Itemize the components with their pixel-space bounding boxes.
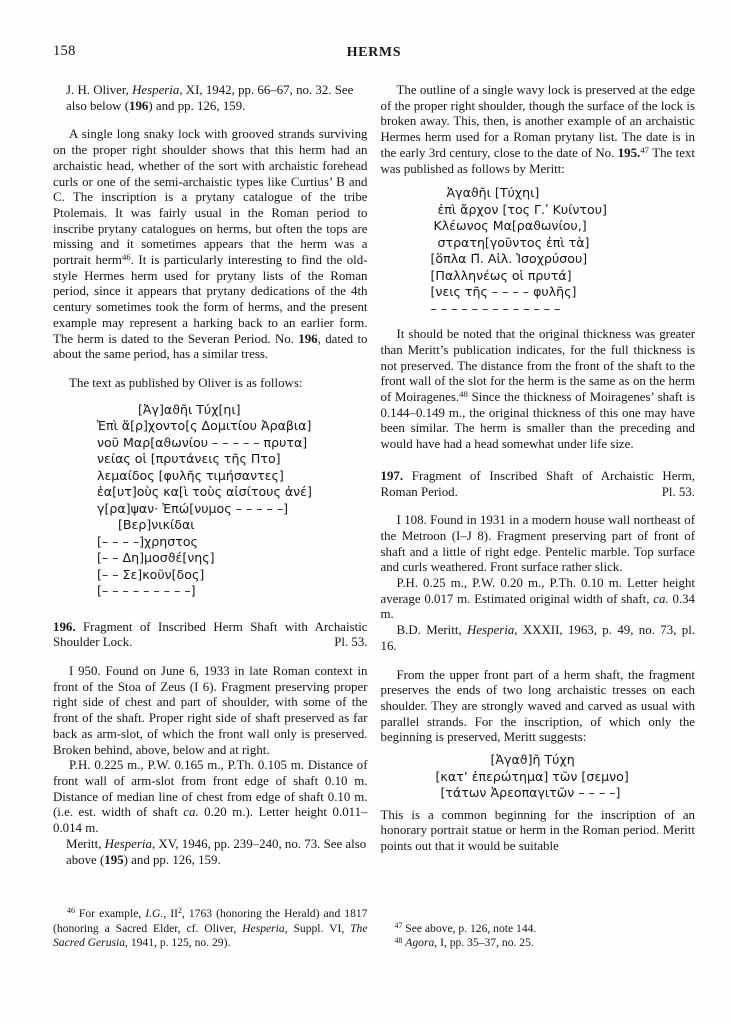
greek-line: [– – – – – – – – –] <box>97 583 196 599</box>
paragraph-wavy-lock: The outline of a single wavy lock is preserved at the edge of the proper right shoulder, though the surface of the lock is broken away. This, then, is another example of an archaistic Hermes herm used for a Roman prytany list. The date is in the early 3rd century, close to the date of No. 195.47 The text was published as follows by Meritt: <box>380 83 695 176</box>
greek-line: [Παλληνέως οἱ πρυτά] <box>430 267 572 283</box>
paragraph-i108-description: I 108. Found in 1931 in a modern house wall northeast of the Metroon (I–J 8). Fragment preserving part of front of shaft and a little of right edge. Pentelic marble. Top surface and curls weathered. Front surface rather slick. <box>380 513 695 575</box>
citation-meritt-196: Meritt, Hesperia, XV, 1946, pp. 239–240, no. 73. See also above (195) and pp. 126, 159. <box>66 836 367 867</box>
paragraph-common-beginning: This is a common beginning for the inscription of an honorary portrait statue or herm in the Roman period. Meritt points out that it would be suitable <box>380 807 695 853</box>
greek-line: Ἐπὶ ἄ[ρ]χοντο[ς Δομιτίου Ἀραβια] <box>97 418 312 434</box>
greek-inscription-meritt-196 <box>381 185 696 317</box>
footnote-48: $^{48}$ Agora, I, pp. 35–37, no. 25. <box>394 935 534 950</box>
greek-line: – – – – – – – – – – – – – <box>430 300 561 316</box>
citation-oliver: J. H. Oliver, Hesperia, XI, 1942, pp. 66–67, no. 32. See also below (196) and pp. 126, 159. <box>66 83 354 113</box>
two-column-body <box>53 83 695 951</box>
greek-line: [Ἀγαϑ]ῆ Τύχη <box>490 752 575 768</box>
footnote-47: $^{47}$ See above, p. 126, note 144. <box>394 921 537 935</box>
greek-line: [τάτων Ἀρεοπαγιτῶν – – – –] <box>440 785 621 801</box>
greek-line: [Ἀγ]αϑῆι Τύχ[ηι] <box>138 401 241 417</box>
paragraph-197-measurements: P.H. 0.25 m., P.W. 0.20 m., P.Th. 0.10 m. Letter height average 0.017 m. Estimated original width of shaft, ca. 0.34 m. <box>380 576 695 622</box>
entry-196-heading <box>53 620 368 651</box>
paragraph-upper-front: From the upper front part of a herm shaft, the fragment preserves the ends of two long archaistic tresses on each shoulder. They are strongly waved and carved as usual with parallel strands. For the inscription, of which only the beginning is preserved, Meritt suggests: <box>380 667 695 745</box>
entry-196-plate-ref: Pl. 53. <box>334 635 368 650</box>
greek-line: γ[ρα]ψαν· Ἐπώ[νυμος – – – – –] <box>97 500 289 516</box>
greek-line: [– – Δη]μοσϑέ[νης] <box>97 550 215 566</box>
running-header <box>53 44 695 62</box>
greek-line: στρατη[γοῦντος ἐπὶ τὰ] <box>437 234 590 250</box>
right-column <box>381 83 696 951</box>
greek-line: Κλέωνος Μα[ραϑωνίου,] <box>433 218 587 234</box>
left-footnotes <box>53 907 368 951</box>
greek-line: [– – – –]χρηστος <box>97 533 198 549</box>
entry-197-title: 197. Fragment of Inscribed Shaft of Archaistic Herm, Roman Period. <box>380 468 695 499</box>
entry-197-plate-ref: Pl. 53. <box>661 484 695 499</box>
footnote-46: $^{46}$ For example, I.G., $II^2$, 1763 (honoring the Herald) and 1817 (honoring a Sacred Elder, cf. Oliver, Hesperia, Suppl. VI, The Sacred Gerusia, 1941, p. 125, no. 29). <box>53 906 368 950</box>
running-title: HERMS <box>346 44 402 59</box>
paragraph-196-measurements: P.H. 0.225 m., P.W. 0.165 m., P.Th. 0.105 m. Distance of front wall of arm-slot from front edge of shaft 0.10 m. Distance of median line of chest from edge of shaft 0.10 m. (i.e. est. width of shaft ca. 0.20 m.). Letter height 0.011–0.014 m. <box>53 758 368 836</box>
entry-196-title: 196. Fragment of Inscribed Herm Shaft with Archaistic Shoulder Lock. <box>53 619 368 650</box>
greek-line: νείας οἱ [πρυτάνεις τῆς Πτο] <box>97 451 281 467</box>
paragraph-i950-description: I 950. Found on June 6, 1933 in late Roman context in front of the Stoa of Zeus (I 6). Fragment preserving proper right side of chest and part of shoulder, with some of the front of the shaft. Proper right side of shaft preserved as far back as arm-slot, of which the front wall only is preserved. Broken behind, above, below and at right. <box>53 664 368 757</box>
paragraph-thickness: It should be noted that the original thickness was greater than Meritt’s publication indicates, for the full thickness is not preserved. The distance from the front of the shaft to the front wall of the slot for the herm is the same as on the herm of Moiragenes.$^{48}$ Since the thickness of Moiragenes’ shaft is 0.144–0.149 m., the original thickness of this one may have been similar. The herm is smaller than the preceding and would have had a head somewhat under life size. <box>380 327 695 452</box>
greek-inscription-meritt-197 <box>381 752 696 802</box>
right-footnotes <box>381 922 696 951</box>
citation-meritt-197: B.D. Meritt, Hesperia, XXXII, 1963, p. 49, no. 73, pl. 16. <box>380 623 695 653</box>
greek-line: ἐπὶ ἄρχον [τος Γ.ʹ Κυίντου] <box>437 201 607 217</box>
greek-line: [ὅπλα Π̃. Αἰλ. Ἰσοχρύσου] <box>430 251 588 267</box>
greek-line: [Βερ]νικίδαι <box>118 517 195 533</box>
greek-line: [νεις τῆς – – – – φυλῆς] <box>430 284 577 300</box>
paragraph-snaky-lock: A single long snaky lock with grooved strands surviving on the proper right shoulder shows that this herm had an archaistic head, whether of the sort with archaistic forehead curls or one of the semi-archaistic types like Curtius’ B and C. The inscription is a prytany catalogue of the tribe Ptolemais. It was fairly usual in the Roman period to inscribe prytany catalogues on herms, but often the tops are missing and it sometimes appears that the herm was a portrait herm$^{46}$. It is particularly interesting to find the old-style Hermes herm used for prytany lists of the Roman period, since it appears that prytany dedications of the 4th century sometimes took the form of herms, and the present example may represent a harking back to an earlier form. The herm is dated to the Severan Period. No. 196, dated to about the same period, has a similar tress. <box>53 127 368 362</box>
page-number: 158 <box>53 43 76 59</box>
entry-197-heading <box>381 469 696 500</box>
greek-line: Ἀγαϑῆι [Τύχηι] <box>446 185 540 201</box>
greek-line: [– – Σε]κοῦν[δος] <box>97 566 205 582</box>
greek-line: [κατ’ ἐπερώτημα] τῶν [σεμνο] <box>435 768 629 784</box>
greek-line: νοῦ Μαρ[αϑωνίου – – – – – πρυτα] <box>97 434 308 450</box>
paragraph-oliver-intro: The text as published by Oliver is as follows: <box>69 375 303 390</box>
greek-line: λεμαίδος [φυλῆς τιμήσαντες] <box>97 467 284 483</box>
greek-inscription-oliver <box>53 402 368 600</box>
left-column <box>53 83 368 951</box>
greek-line: ἑα[υτ]οὺς κα[ὶ τοὺς αἰσίτους ἀνέ] <box>97 484 312 500</box>
